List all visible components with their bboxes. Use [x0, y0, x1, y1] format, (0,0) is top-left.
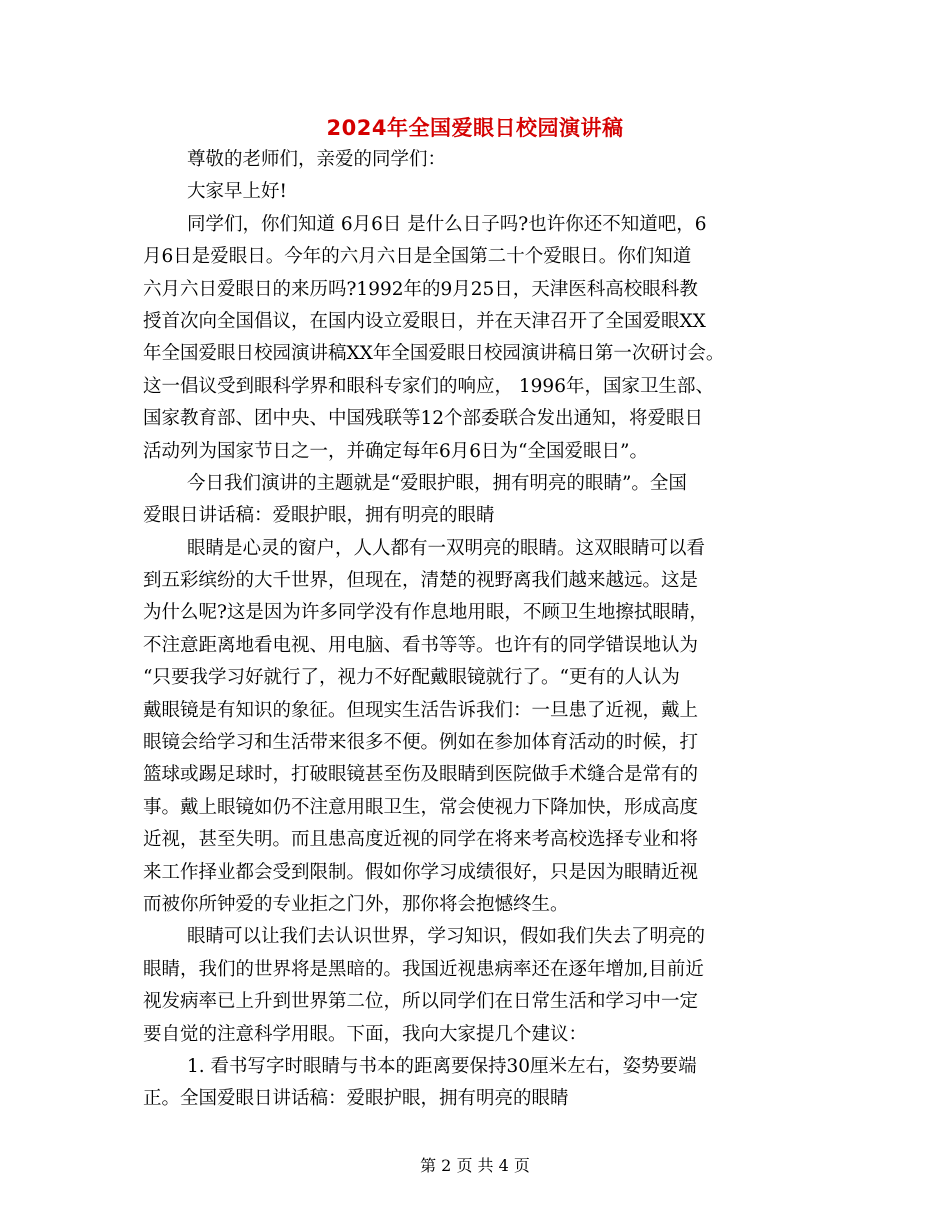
- text-line: 篮球或踢足球时，打破眼镜甚至伤及眼睛到医院做手术缝合是常有的: [143, 764, 699, 786]
- text-line: 眼镜会给学习和生活带来很多不便。例如在参加体育活动的时候，打: [143, 732, 699, 754]
- text-line: 大家早上好!: [187, 181, 287, 203]
- text-line: 眼睛可以让我们去认识世界，学习知识，假如我们失去了明亮的: [187, 926, 706, 948]
- text-line: 而被你所钟爱的专业拒之门外，那你将会抱憾终生。: [143, 893, 569, 915]
- text-line: 尊敬的老师们，亲爱的同学们：: [187, 149, 447, 170]
- text-line: 月6日是爱眼日。今年的六月六日是全国第二十个爱眼日。你们知道: [143, 246, 692, 268]
- text-line: 近视，甚至失明。而且患高度近视的同学在将来考高校选择专业和将: [143, 829, 699, 851]
- document-body: [143, 144, 811, 1116]
- document-title: 2024年全国爱眼日校园演讲稿: [326, 116, 624, 140]
- text-line: 正。全国爱眼日讲话稿：爱眼护眼，拥有明亮的眼睛: [143, 1088, 569, 1110]
- text-line: 到五彩缤纷的大千世界，但现在，清楚的视野离我们越来越远。这是: [143, 570, 699, 592]
- text-line: 1. 看书写字时眼睛与书本的距离要保持30厘米左右，姿势要端: [187, 1055, 697, 1077]
- text-line: 六月六日爱眼日的来历吗?1992年的9月25日，天津医科高校眼科教: [143, 278, 698, 300]
- text-line: 眼睛是心灵的窗户，人人都有一双明亮的眼睛。这双眼睛可以看: [187, 537, 706, 559]
- text-line: 同学们，你们知道 6月6日 是什么日子吗?也许你还不知道吧，6: [187, 213, 707, 235]
- text-line: 视发病率已上升到世界第二位，所以同学们在日常生活和学习中一定: [143, 991, 699, 1013]
- text-line: 眼睛，我们的世界将是黑暗的。我国近视患病率还在逐年增加,目前近: [143, 958, 704, 980]
- text-line: 要自觉的注意科学用眼。下面，我向大家提几个建议：: [143, 1023, 588, 1045]
- text-line: 活动列为国家节日之一，并确定每年6月6日为“全国爱眼日”。: [143, 440, 648, 462]
- text-line: 不注意距离地看电视、用电脑、看书等等。也许有的同学错误地认为: [143, 634, 699, 656]
- text-line: 这一倡议受到眼科学界和眼科专家们的响应， 1996年，国家卫生部、: [143, 375, 714, 397]
- text-line: 授首次向全国倡议，在国内设立爱眼日，并在天津召开了全国爱眼XX: [143, 310, 706, 332]
- text-line: 来工作择业都会受到限制。假如你学习成绩很好，只是因为眼睛近视: [143, 861, 699, 883]
- text-line: 事。戴上眼镜如仍不注意用眼卫生，常会使视力下降加快，形成高度: [143, 796, 699, 818]
- text-line: 今日我们演讲的主题就是“爱眼护眼，拥有明亮的眼睛”。全国: [187, 472, 687, 494]
- text-line: 为什么呢?这是因为许多同学没有作息地用眼，不顾卫生地擦拭眼睛，: [143, 602, 708, 624]
- text-line: 戴眼镜是有知识的象征。但现实生活告诉我们：一旦患了近视，戴上: [143, 699, 699, 721]
- page-footer: 第 2 页 共 4 页: [420, 1156, 530, 1175]
- text-line: 国家教育部、团中央、中国残联等12个部委联合发出通知，将爱眼日: [143, 408, 704, 430]
- text-line: 年全国爱眼日校园演讲稿XX年全国爱眼日校园演讲稿日第一次研讨会。: [143, 343, 725, 365]
- text-line: 爱眼日讲话稿：爱眼护眼，拥有明亮的眼睛: [143, 505, 495, 527]
- text-line: “只要我学习好就行了，视力不好配戴眼镜就行了。“更有的人认为: [143, 667, 680, 689]
